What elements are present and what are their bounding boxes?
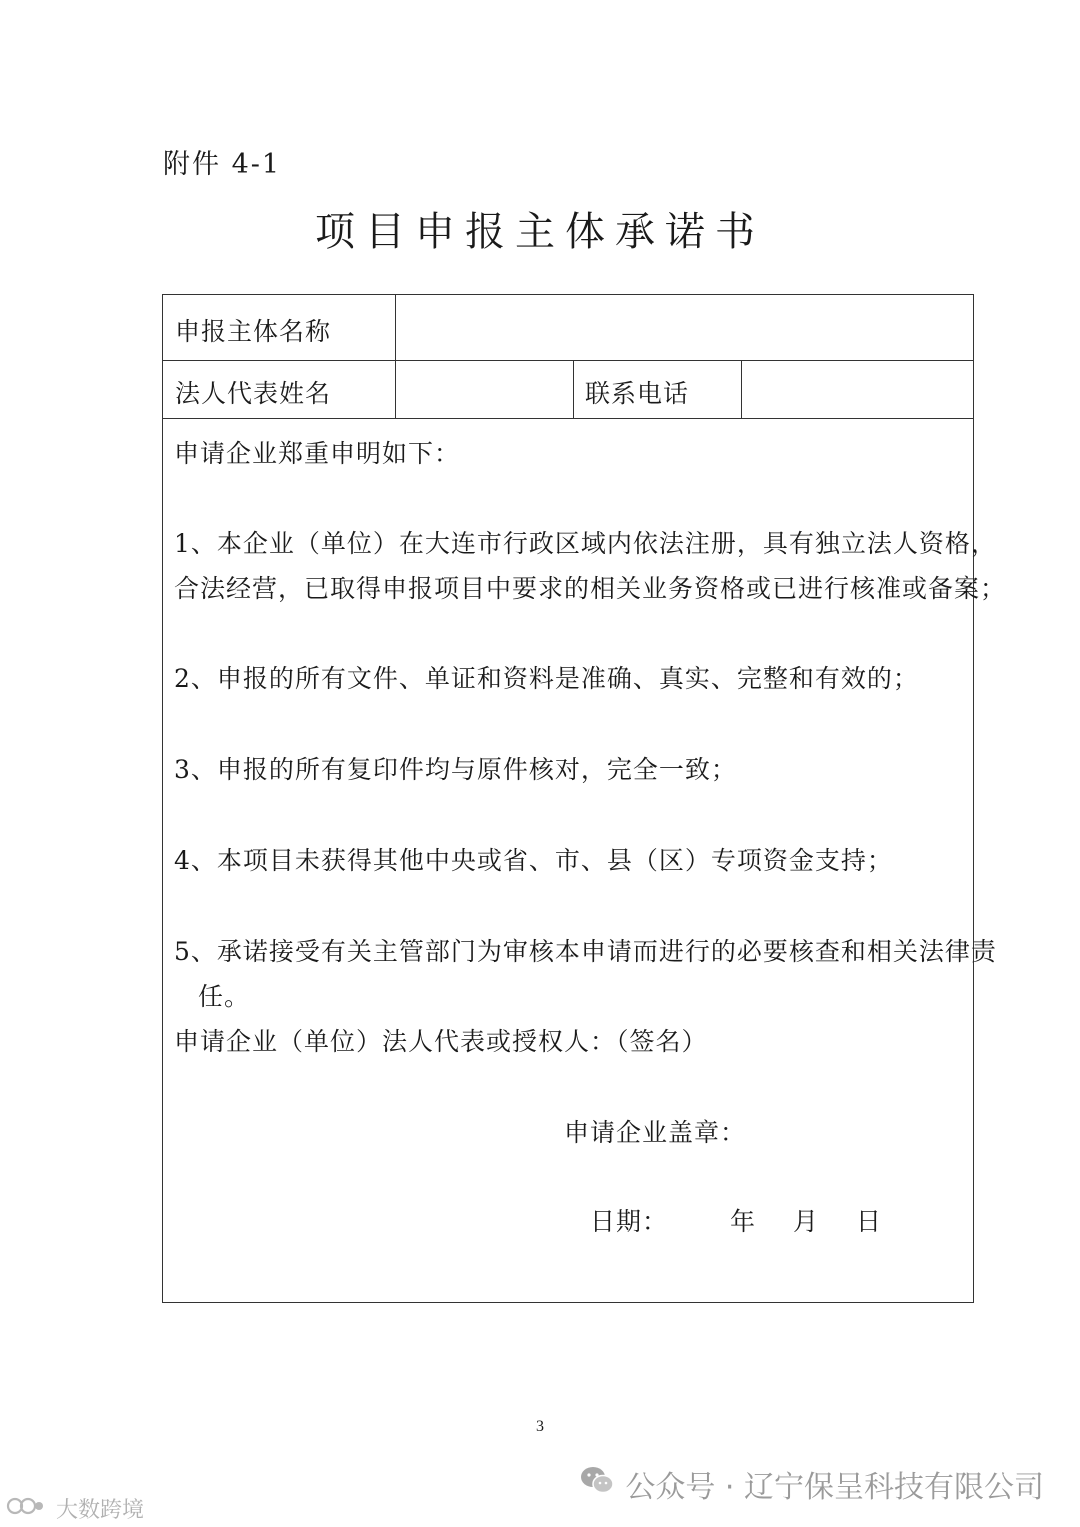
legal-rep-label: 法人代表姓名 <box>175 379 332 408</box>
commitment-item-1-line-1: 1、本企业（单位）在大连市行政区域内依法注册，具有独立法人资格， <box>174 529 997 558</box>
date-year: 年 <box>730 1207 757 1236</box>
commitment-item-3: 3、申报的所有复印件均与原件核对，完全一致； <box>174 755 737 784</box>
date-day: 日 <box>856 1207 883 1236</box>
logo-icon <box>6 1495 46 1523</box>
commitment-item-5-line-2: 任。 <box>198 982 251 1011</box>
commitment-item-4: 4、本项目未获得其他中央或省、市、县（区）专项资金支持； <box>174 846 893 875</box>
watermark-text: 公众号 · 辽宁保呈科技有限公司 <box>625 1470 1044 1505</box>
signature-line: 申请企业（单位）法人代表或授权人：（签名） <box>174 1027 708 1056</box>
commitment-item-2: 2、申报的所有文件、单证和资料是准确、真实、完整和有效的； <box>174 664 919 693</box>
corner-watermark <box>6 1493 144 1524</box>
column-divider <box>741 360 742 418</box>
declaration-intro: 申请企业郑重申明如下： <box>174 439 461 468</box>
row-divider <box>163 360 973 361</box>
applicant-name-field[interactable] <box>403 312 963 342</box>
corner-watermark-text: 大数跨境 <box>56 1498 145 1523</box>
phone-field[interactable] <box>751 374 961 404</box>
legal-rep-field[interactable] <box>403 374 563 404</box>
commitment-item-5-line-1: 5、承诺接受有关主管部门为审核本申请而进行的必要核查和相关法律责 <box>174 937 997 966</box>
date-month: 月 <box>793 1207 820 1236</box>
wechat-icon <box>579 1464 615 1504</box>
document-title: 项目申报主体承诺书 <box>315 209 765 255</box>
column-divider <box>395 295 396 418</box>
page-number: 3 <box>536 1418 544 1435</box>
company-seal-label: 申请企业盖章： <box>564 1118 747 1147</box>
wechat-watermark <box>579 1462 1044 1506</box>
column-divider <box>573 360 574 418</box>
applicant-name-label: 申报主体名称 <box>175 317 332 346</box>
attachment-label: 附件 4-1 <box>163 149 282 180</box>
date-label: 日期： <box>590 1207 669 1236</box>
phone-label: 联系电话 <box>585 379 690 408</box>
row-divider <box>163 418 973 419</box>
commitment-item-1-line-2: 合法经营，已取得申报项目中要求的相关业务资格或已进行核准或备案； <box>174 574 1007 603</box>
